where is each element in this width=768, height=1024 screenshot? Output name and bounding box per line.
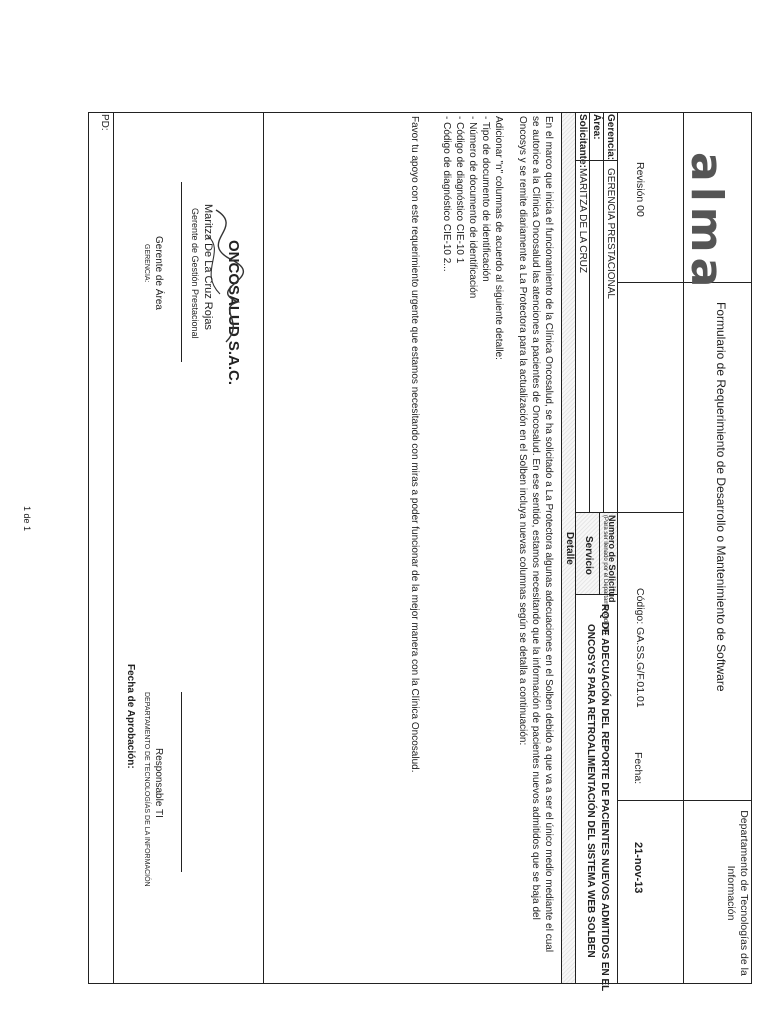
pd-label: PD: (99, 114, 110, 131)
list-item: - Código de diagnóstico CIE-10 1 (454, 116, 465, 264)
list-item: - Número de documento de identificación (467, 116, 478, 299)
department-divider (618, 800, 752, 801)
detalle-paragraph-line-3: Oncosys y se remite diariamente a La Protectora para la actualización en el Solben incluya nuevas columnas según se detalla a continuación: (517, 116, 528, 746)
signature-section-line (263, 112, 264, 984)
info-line-2 (589, 112, 590, 512)
request-title-line-1: RQ DE ADECUACIÓN DEL REPORTE DE PACIENTES NUEVOS ADMITIDOS EN EL (599, 604, 610, 992)
date-label: Fecha: (632, 752, 644, 785)
servicio-label: Servicio (583, 536, 594, 575)
stamp-company: ONCOSALUD S.A.C. (225, 240, 242, 386)
date-value: 21-nov-13 (632, 842, 644, 894)
detalle-paragraph-line-2: se autorice a la Clínica Oncosalud las atenciones a pacientes de Oncosalud. En ese sentido, estamos necesitando que la información de pacientes nuevos admitidos que se baja del (530, 116, 541, 920)
left-signature-caption: Gerente de Área (153, 236, 164, 310)
form-code: Código: GA.SS.G/F.01.01 (634, 588, 646, 708)
form-title: Formulario de Requerimiento de Desarrollo o Mantenimiento de Software (714, 302, 728, 692)
request-title-line-2: ONCOSYS PARA RETROALIMENTACIÓN DEL SISTEMA WEB SOLBEN (585, 624, 596, 958)
detalle-paragraph-line-1: En el marco que inicia el funcionamiento de la Clínica Oncosalud, se ha solicitado a La Protectora algunas adecuaciones en el Solben debido a que va a ser el único medio mediante el cual (543, 116, 554, 953)
header-divider-code (618, 512, 684, 513)
header-bottom-line (617, 112, 618, 984)
requirement-form (0, 12, 768, 1012)
area-label: Área: (591, 114, 602, 140)
detalle-bottom-line (561, 112, 562, 984)
department-name: Departamento de Tecnologías de la Información (725, 810, 750, 976)
left-signature-line (181, 182, 182, 362)
right-signature-line (181, 692, 182, 872)
solicitante-value: MARITZA DE LA CRUZ (577, 168, 588, 274)
stamp-name: Maritza De La Cruz Rojas (202, 204, 214, 330)
solicitante-label: Solicitante: (577, 114, 588, 168)
closing-text: Favor tu apoyo con este requerimiento urgente que estamos necesitando con miras a poder funcionar de la mejor manera con la Clínica Oncosalud. (409, 116, 420, 773)
right-signature-caption: Responsable TI (153, 748, 164, 818)
gerencia-value: GERENCIA PRESTACIONAL (605, 168, 616, 299)
numero-label: Numero de Solicitud (607, 515, 617, 603)
list-item: - Tipo de documento de identificación (480, 116, 491, 282)
list-intro: Adicionar "n" columnas de acuerdo al siguiente detalle: (493, 116, 504, 360)
info-line-1 (603, 112, 604, 512)
list-item: - Código de diagnóstico CIE-10 2... (441, 116, 452, 272)
numero-note: (Para ser llenado por el Departamento de TI) (602, 515, 608, 635)
revision-label: Revisión 00 (634, 162, 646, 217)
pd-line (113, 112, 114, 984)
detalle-label: Detalle (564, 532, 575, 565)
right-signature-sub: DEPARTAMENTO DE TECNOLOGÍAS DE LA INFORMACIÓN (143, 692, 150, 887)
left-signature-sub: GERENCIA: (143, 244, 150, 283)
company-logo: alma (681, 152, 732, 293)
stamp-role: Gerente de Gestión Prestacional (190, 208, 200, 339)
form-border (88, 112, 752, 984)
gerencia-label: Gerencia: (605, 114, 616, 161)
approval-label: Fecha de Aprobación: (125, 664, 136, 769)
page-number: 1 de 1 (22, 506, 32, 532)
